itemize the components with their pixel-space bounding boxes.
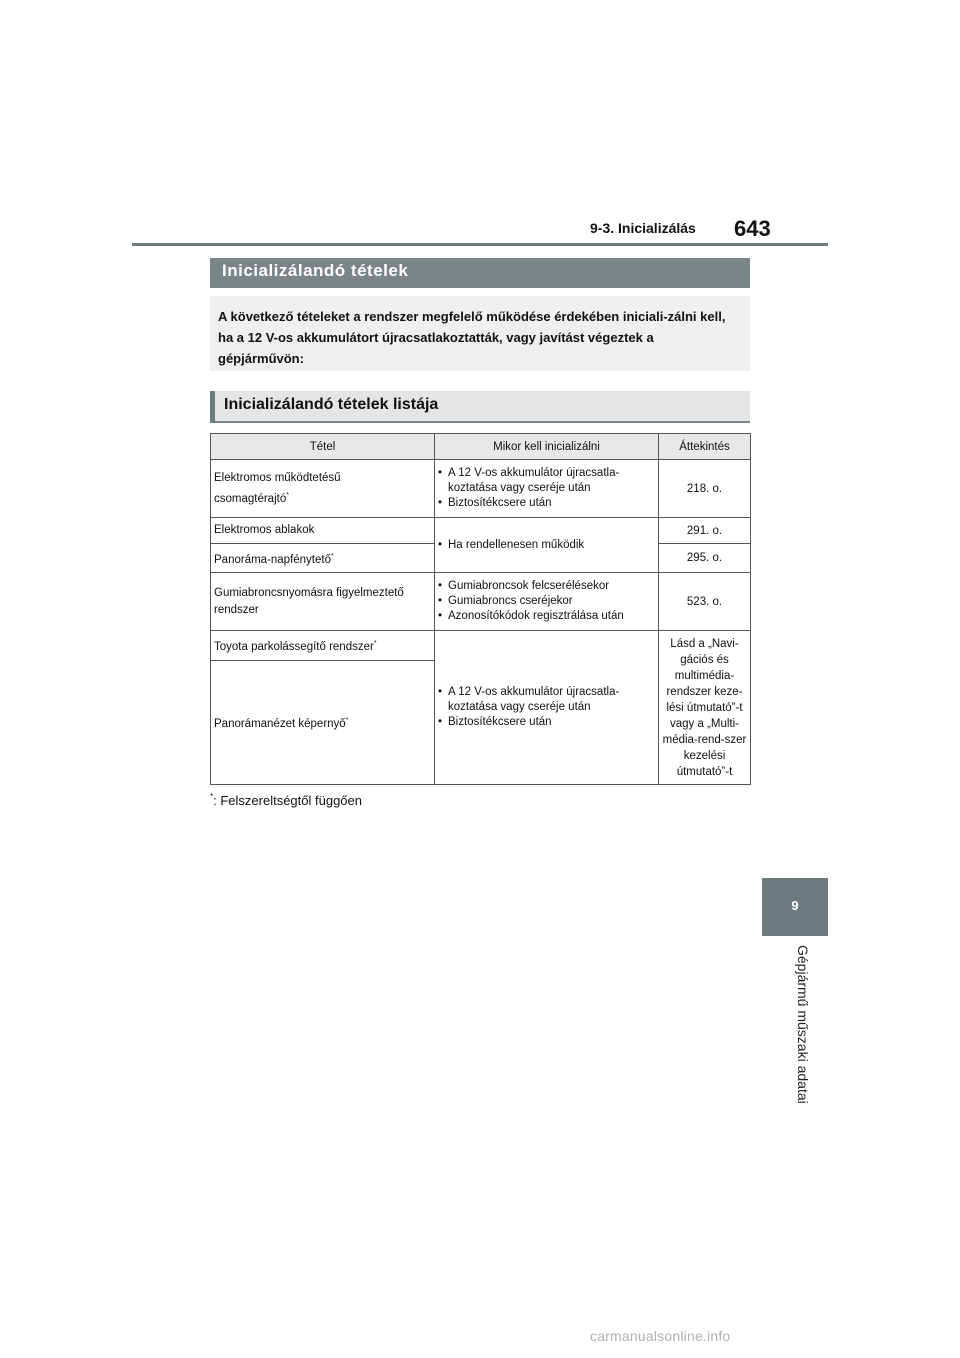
list-item: • A 12 V-os akkumulátor újracsatla-koztatása vagy cseréje után (438, 685, 655, 715)
ref-cell: 291. o. (659, 518, 751, 544)
item-name: Toyota parkolássegítő rendszer (214, 641, 374, 653)
header-when: Mikor kell inicializálni (435, 434, 659, 460)
header-overview: Áttekintés (659, 434, 751, 460)
see-manual-cell: Lásd a „Navi-gációs és multimédia-rendszer keze-lési útmutató”-t vagy a „Multi-média-rend-szer kezelési útmutató”-t (659, 631, 751, 785)
ref-cell: 523. o. (659, 573, 751, 631)
footnote-text: : Felszereltségtől függően (213, 793, 362, 808)
asterisk: * (345, 717, 349, 724)
section-title: 9-3. Inicializálás (590, 220, 696, 236)
list-item: • Biztosítékcsere után (438, 496, 655, 511)
list-item: • A 12 V-os akkumulátor újracsatla-koztatása vagy cseréje után (438, 466, 655, 496)
main-heading-bar (210, 258, 750, 288)
intro-text: A következő tételeket a rendszer megfelelő működése érdekében iniciali-zálni kell, ha a 12 V-os akkumulátort újracsatlakoztatták, vagy javítást végeztek a gépjárművön: (218, 309, 726, 366)
list-heading: Inicializálandó tételek listája (224, 396, 439, 413)
footnote-mark: * (210, 792, 214, 801)
main-heading: Inicializálandó tételek (222, 261, 409, 280)
table-row (211, 573, 751, 631)
asterisk: * (286, 491, 289, 499)
item-name: Panoráma-napfénytető (214, 553, 331, 566)
list-item: • Ha rendellenesen működik (438, 538, 655, 553)
table-row (211, 518, 751, 544)
ref-cell: 218. o. (659, 460, 751, 518)
item-name: csomagtérajtó (214, 492, 287, 505)
list-item: • Gumiabroncsok felcserélésekor (438, 579, 655, 594)
when-cell (435, 460, 659, 518)
table-row (211, 631, 751, 661)
header-rule (132, 243, 828, 246)
footnote (210, 792, 362, 808)
when-list (438, 538, 655, 553)
item-name: Gumiabroncsnyomásra figyelmeztető rendszer (214, 586, 404, 616)
item-cell (211, 661, 435, 785)
when-list (438, 685, 655, 730)
chapter-title: Gépjármű műszaki adatai (795, 945, 811, 1104)
asterisk: * (331, 552, 334, 560)
item-name: Elektromos ablakok (214, 524, 315, 536)
item-name: Elektromos működtetésű (214, 471, 341, 484)
chapter-tab (762, 878, 828, 936)
item-cell (211, 518, 435, 544)
list-item: • Biztosítékcsere után (438, 715, 655, 730)
item-cell (211, 460, 435, 518)
page-number: 643 (734, 216, 771, 241)
asterisk: * (373, 640, 377, 647)
when-cell (435, 573, 659, 631)
item-cell (211, 573, 435, 631)
list-item: • Azonosítókódok regisztrálása után (438, 609, 655, 624)
when-cell (435, 631, 659, 785)
table-header-row (211, 434, 751, 460)
initialization-table (210, 433, 751, 785)
list-item: • Gumiabroncs cseréjekor (438, 594, 655, 609)
list-heading-accent (210, 391, 215, 423)
ref-cell: 295. o. (659, 544, 751, 573)
list-heading-bar (210, 391, 750, 423)
item-cell (211, 631, 435, 661)
when-cell (435, 518, 659, 573)
item-name: Panorámanézet képernyő (214, 718, 346, 730)
when-list (438, 466, 655, 511)
chapter-number: 9 (791, 898, 799, 913)
item-cell (211, 544, 435, 573)
table-row (211, 460, 751, 518)
header-item: Tétel (211, 434, 435, 460)
intro-box (210, 296, 750, 371)
watermark: carmanualsonline.info (590, 1328, 731, 1344)
when-list (438, 579, 655, 624)
